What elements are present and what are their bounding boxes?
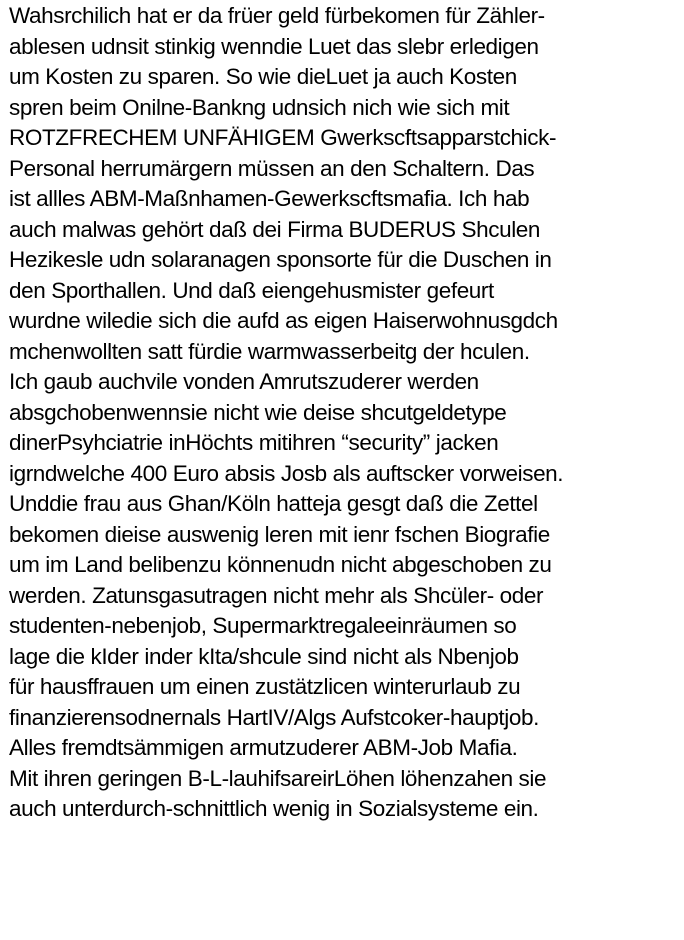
text-line: werden. Zatunsgasutragen nicht mehr als Shcüler- oder — [9, 582, 544, 608]
text-line: Alles fremdtsämmigen armutzuderer ABM-Job Mafia. — [9, 735, 518, 760]
text-line: spren beim Onilne-Bankng udnsich nich wie sich mit — [9, 94, 510, 120]
text-line: igrndwelche 400 Euro absis Josb als auftscker vorweisen. — [9, 460, 564, 486]
text-line: dinerPsyhciatrie inHöchts mitihren “security” jacken — [9, 430, 499, 455]
text-line: ablesen udnsit stinkig wenndie Luet das slebr erledigen — [9, 33, 539, 59]
text-line: Unddie frau aus Ghan/Köln hatteja gesgt daß die Zettel — [9, 491, 538, 516]
text-line: finanzierensodnernals HartIV/Algs Aufstcoker-hauptjob. — [9, 704, 539, 730]
text-line: studenten-nebenjob, Supermarktregaleeinräumen so — [9, 613, 517, 638]
text-line: auch unterdurch-schnittlich wenig in Sozialsysteme ein. — [9, 796, 539, 821]
text-line: ROTZFRECHEM UNFÄHIGEM Gwerkscftsapparstchick- — [9, 125, 557, 150]
text-line: ist allles ABM-Maßnhamen-Gewerkscftsmafia. Ich hab — [9, 186, 530, 211]
text-line: auch malwas gehört daß dei Firma BUDERUS Shculen — [9, 216, 541, 242]
text-line: wurdne wiledie sich die aufd as eigen Haiserwohnusgdch — [9, 308, 558, 333]
text-line: Mit ihren geringen B-L-lauhifsareirLöhen löhenzahen sie — [9, 765, 547, 791]
body-text — [9, 1, 563, 825]
text-line: den Sporthallen. Und daß eiengehusmister gefeurt — [9, 277, 494, 303]
text-line: bekomen dieise auswenig leren mit ienr fschen Biografie — [9, 521, 550, 547]
text-line: Hezikesle udn solaranagen sponsorte für die Duschen in — [9, 247, 552, 272]
text-line: mchenwollten satt fürdie warmwasserbeitg der hculen. — [9, 338, 530, 364]
text-line: Ich gaub auchvile vonden Amrutszuderer werden — [9, 369, 479, 394]
text-line: um Kosten zu sparen. So wie dieLuet ja auch Kosten — [9, 64, 517, 89]
text-line: lage die kIder inder kIta/shcule sind nicht als Nbenjob — [9, 643, 519, 669]
text-line: Wahsrchilich hat er da früer geld fürbekomen für Zähler- — [9, 3, 545, 28]
text-line: für hausffrauen um einen zustätzlicen winterurlaub zu — [9, 674, 521, 699]
text-line: um im Land belibenzu könnenudn nicht abgeschoben zu — [9, 552, 552, 577]
text-line: Personal herrumärgern müssen an den Schaltern. Das — [9, 155, 535, 181]
text-line: absgchobenwennsie nicht wie deise shcutgeldetype — [9, 399, 507, 425]
